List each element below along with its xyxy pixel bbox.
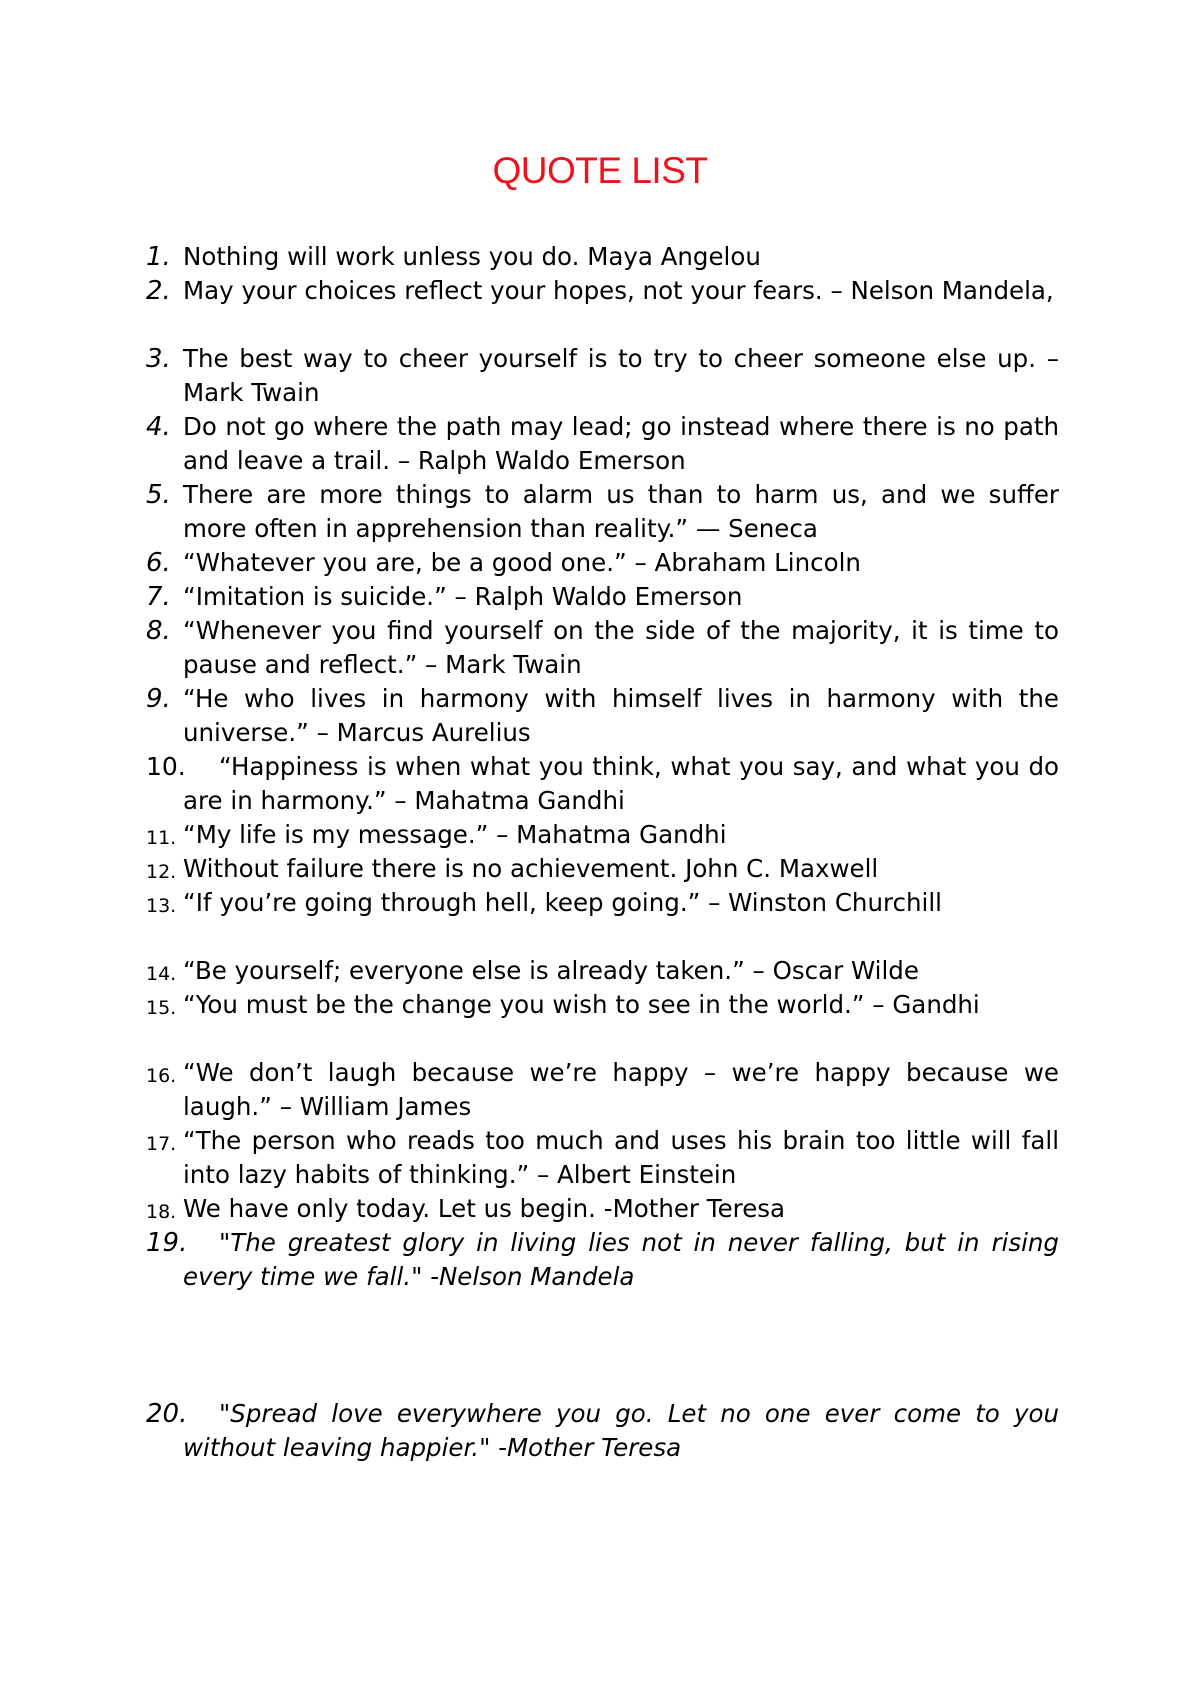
- list-item-number: 18.: [146, 1201, 177, 1223]
- list-item-number: 2.: [146, 276, 171, 306]
- list-item-text: “If you’re going through hell, keep going.” – Winston Churchill: [183, 888, 942, 917]
- list-item-text: May your choices reflect your hopes, not your fears. – Nelson Mandela,: [183, 276, 1054, 305]
- list-item-text: The best way to cheer yourself is to try to cheer someone else up. – Mark Twain: [183, 344, 1059, 407]
- list-item-number: 19.: [146, 1228, 188, 1258]
- list-item-number: 1.: [146, 242, 171, 272]
- list-item-number: 14.: [146, 963, 177, 985]
- list-item-text: “He who lives in harmony with himself lives in harmony with the universe.” – Marcus Aurelius: [183, 684, 1059, 747]
- list-item-text: “Imitation is suicide.” – Ralph Waldo Emerson: [183, 582, 743, 611]
- list-item-number: 13.: [146, 895, 177, 917]
- list-item-number: 6.: [146, 548, 171, 578]
- page-title: QUOTE LIST: [492, 150, 708, 191]
- list-item-number: 10.: [146, 752, 186, 781]
- list-item-number: 15.: [146, 997, 177, 1019]
- list-item-number: 11.: [146, 827, 177, 849]
- list-item-text: “You must be the change you wish to see in the world.” – Gandhi: [183, 990, 980, 1019]
- list-item-text: "The greatest glory in living lies not in never falling, but in rising every time we fall." -Nelson Mandela: [183, 1228, 1059, 1291]
- list-item-text: “Happiness is when what you think, what you say, and what you do are in harmony.” – Mahatma Gandhi: [183, 752, 1059, 815]
- list-item-number: 7.: [146, 582, 171, 612]
- list-item-text: Without failure there is no achievement. John C. Maxwell: [183, 854, 879, 883]
- list-item-number: 8.: [146, 616, 171, 646]
- list-item-text: “My life is my message.” – Mahatma Gandhi: [183, 820, 727, 849]
- list-item-number: 4.: [146, 412, 171, 442]
- list-item-text: “We don’t laugh because we’re happy – we’re happy because we laugh.” – William James: [183, 1058, 1059, 1121]
- list-item-number: 20.: [146, 1399, 188, 1429]
- list-item-text: Nothing will work unless you do. Maya Angelou: [183, 242, 761, 271]
- list-item-number: 3.: [146, 344, 171, 374]
- list-item-number: 16.: [146, 1065, 177, 1087]
- list-item-text: Do not go where the path may lead; go instead where there is no path and leave a trail. – Ralph Waldo Emerson: [183, 412, 1059, 475]
- list-item-text: “Whenever you find yourself on the side of the majority, it is time to pause and reflect.” – Mark Twain: [183, 616, 1059, 679]
- list-item-text: There are more things to alarm us than to harm us, and we suffer more often in apprehension than reality.” — Seneca: [183, 480, 1059, 543]
- list-item-text: "Spread love everywhere you go. Let no one ever come to you without leaving happier." -Mother Teresa: [183, 1399, 1059, 1462]
- list-item-text: “Whatever you are, be a good one.” – Abraham Lincoln: [183, 548, 861, 577]
- list-item-number: 5.: [146, 480, 171, 510]
- list-item-number: 17.: [146, 1133, 177, 1155]
- list-item-text: “Be yourself; everyone else is already taken.” – Oscar Wilde: [183, 956, 919, 985]
- list-item-text: “The person who reads too much and uses his brain too little will fall into lazy habits of thinking.” – Albert Einstein: [183, 1126, 1059, 1189]
- list-item-text: We have only today. Let us begin. -Mother Teresa: [183, 1194, 786, 1223]
- list-item-number: 9.: [146, 684, 171, 714]
- list-item-number: 12.: [146, 861, 177, 883]
